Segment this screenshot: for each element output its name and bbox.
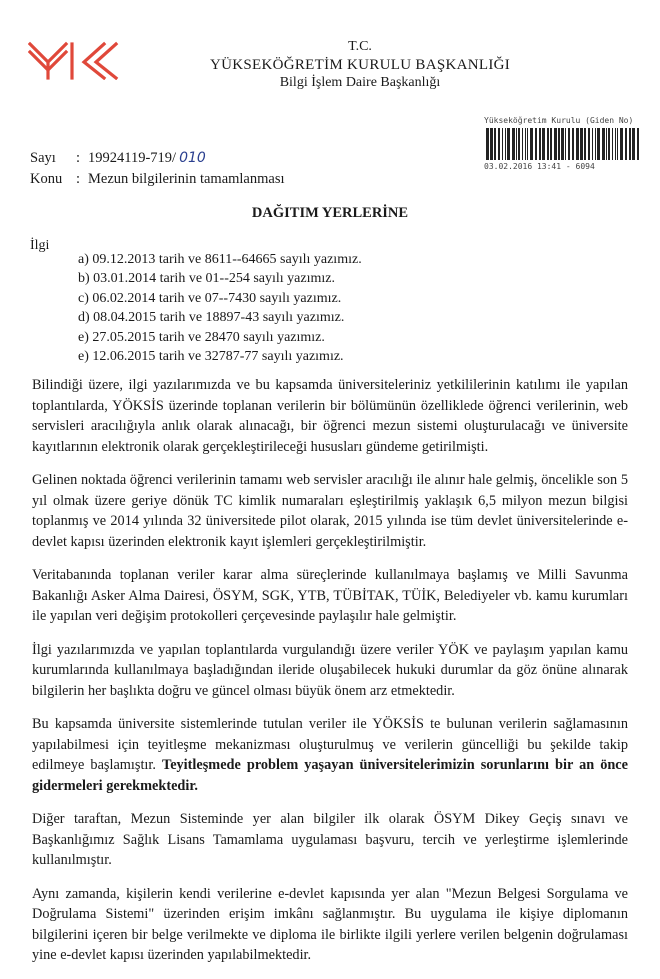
paragraph-2: Gelinen noktada öğrenci verilerinin tamamı web servisler aracılığı ile alınır hale gelmiş, öncelikle son 5 yıl olmak üzere geriye dönük TC kimlik numaraları eşleştirilmiş yaklaşık 6,5 milyon mezun bilgisi toplanmış ve 2014 yılında 32 üniversitede pilot olarak, 2015 yılında ise tüm devlet üniversitelerinde e-devlet kapısı üzerinden elektronik kayıt işlemleri gerçekleştirilmiştir. xyxy=(32,472,628,550)
barcode-bar xyxy=(527,128,528,160)
ilgi-item: a) 09.12.2013 tarih ve 8611--64665 sayılı yazımız. xyxy=(78,252,362,267)
ilgi-item: e) 27.05.2015 tarih ve 28470 sayılı yazımız. xyxy=(78,329,325,345)
ilgi-list xyxy=(78,250,362,366)
barcode-bar xyxy=(494,128,496,160)
ilgi-item: c) 06.02.2014 tarih ve 07--7430 sayılı yazımız. xyxy=(78,290,342,306)
barcode-bar xyxy=(516,128,517,160)
paragraph-7: Aynı zamanda, kişilerin kendi verilerine e-devlet kapısında yer alan "Mezun Belgesi Sorgulama ve Doğrulama Sistemi" üzerinden erişim imkânı sağlanmıştır. Bu uygulama ile kişiye diplomanın bilgilerini içeren bir belge verilmekte ve diploma ile birlikte ilgili yerlere verilen belgenin doğrulaması yine e-devlet kapısı üzerinden yapılabilmektedir. xyxy=(32,885,628,963)
barcode-bar xyxy=(561,128,564,160)
barcode-bar xyxy=(535,128,537,160)
barcode-bar xyxy=(505,128,506,160)
ilgi-item: b) 03.01.2014 tarih ve 01--254 sayılı yazımız. xyxy=(78,271,335,287)
document-meta xyxy=(30,148,285,190)
barcode xyxy=(484,128,644,160)
barcode-bar xyxy=(507,128,510,160)
barcode-bar xyxy=(597,128,600,160)
barcode-bar xyxy=(565,128,566,160)
outgoing-stamp xyxy=(484,116,660,171)
konu-separator: : xyxy=(76,171,81,187)
letter-body xyxy=(32,375,628,979)
barcode-bar xyxy=(542,128,545,160)
ilgi-section xyxy=(30,236,362,380)
barcode-bar xyxy=(512,128,515,160)
barcode-bar xyxy=(572,128,574,160)
header-tc: T.C. xyxy=(348,39,372,54)
sayi-label: Sayı xyxy=(30,150,56,166)
barcode-bar xyxy=(602,128,605,160)
barcode-bar xyxy=(617,128,618,160)
barcode-bar xyxy=(547,128,549,160)
barcode-bar xyxy=(629,128,631,160)
konu-label: Konu xyxy=(30,171,63,187)
konu-row xyxy=(30,169,285,190)
barcode-bar xyxy=(498,128,500,160)
paragraph-5-text: Bu kapsamda üniversite sistemlerinde tutulan veriler ile YÖKSİS te bulunan verilerin sağlamasının yapılabilmesi için teyitleşme mekanizması oluşturulmuş ve verilerin güncelliği bu şekilde takip edilmeye başlamıştır. xyxy=(32,716,628,773)
barcode-bar xyxy=(580,128,583,160)
barcode-bar xyxy=(620,128,623,160)
barcode-bar xyxy=(612,128,613,160)
stamp-title: Yükseköğretim Kurulu (Giden No) xyxy=(484,116,634,125)
sayi-handwritten-number: 010 xyxy=(179,150,206,166)
barcode-bar xyxy=(595,128,596,160)
barcode-bar xyxy=(525,128,526,160)
paragraph-3: Veritabanında toplanan veriler karar alma süreçlerinde kullanılmaya başlamış ve Milli Savunma Bakanlığı Asker Alma Dairesi, ÖSYM, SGK, YTB, TÜBİTAK, TÜİK, Belediyeler vb. kamu kurumları ile yapılan veri değişim protokolleri çerçevesinde paylaşılır hale gelmiştir. xyxy=(32,567,628,624)
barcode-bar xyxy=(502,128,503,160)
distribution-heading: DAĞITIM YERLERİNE xyxy=(251,205,409,221)
ilgi-item: e) 12.06.2015 tarih ve 32787-77 sayılı yazımız. xyxy=(78,349,344,365)
paragraph-4: İlgi yazılarımızda ve yapılan toplantılarda vurgulandığı üzere veriler YÖK ve paylaşım yapılan kamu kurumlarında kullanılmaya başladığından ileride oluşabilecek hukuki durumlar da göz önüne alınarak bilgilerin her başlıkta doğru ve güncel olması büyük önem arz etmektedir. xyxy=(32,641,628,699)
sayi-separator: : xyxy=(76,150,81,166)
ilgi-label: İlgi xyxy=(30,238,50,253)
yok-logo-icon xyxy=(28,40,128,80)
barcode-bar xyxy=(522,128,523,160)
barcode-bar xyxy=(576,128,579,160)
paragraph-5 xyxy=(32,714,628,796)
konu-value: Mezun bilgilerinin tamamlanması xyxy=(88,171,285,187)
barcode-bar xyxy=(554,128,557,160)
barcode-bar xyxy=(606,128,607,160)
letterhead xyxy=(175,38,545,92)
barcode-bar xyxy=(486,128,489,160)
barcode-bar xyxy=(592,128,593,160)
barcode-bar xyxy=(550,128,552,160)
paragraph-5-emphasis: Teyitleşmede problem yaşayan üniversitelerimizin sorunlarını bir an önce gidermeleri gerekmektedir. xyxy=(32,757,628,794)
barcode-bar xyxy=(625,128,627,160)
ilgi-item: d) 08.04.2015 tarih ve 18897-43 sayılı yazımız. xyxy=(78,310,345,326)
barcode-bar xyxy=(632,128,635,160)
barcode-bar xyxy=(539,128,541,160)
header-institution: YÜKSEKÖĞRETİM KURULU BAŞKANLIĞI xyxy=(209,57,511,73)
barcode-bar xyxy=(558,128,560,160)
paragraph-1: Bilindiği üzere, ilgi yazılarımızda ve bu kapsamda üniversiteleriniz yetkililerinin katılımı ile yapılan toplantılarda, YÖKSİS üzerinde toplanan verilerin bir bölümünün özelliklede öğrenci verilerinin, web servisleri aracılığıyla anlık olarak alınacağı, bir öğrenci mezun sistemi oluşturulacağı ve üniversite kayıtlarının elektronik olarak gerçekleştirileceği hususları gündeme getirilmişti. xyxy=(32,377,628,455)
barcode-bar xyxy=(637,128,639,160)
barcode-bar xyxy=(615,128,616,160)
barcode-bar xyxy=(568,128,570,160)
header-department: Bilgi İşlem Daire Başkanlığı xyxy=(279,75,441,90)
stamp-date-number: 03.02.2016 13:41 - 6094 xyxy=(484,162,595,171)
paragraph-6: Diğer taraftan, Mezun Sisteminde yer alan bilgiler ilk olarak ÖSYM Dikey Geçiş sınavı ve Başkanlığımız Sağlık Lisans Tamamlama uygulaması başvuru, tercih ve yerleştirme işlemlerinde kullanılmıştır. xyxy=(32,811,628,868)
sayi-row xyxy=(30,148,285,169)
barcode-bar xyxy=(530,128,533,160)
sayi-value: 19924119-719/ xyxy=(88,150,177,166)
barcode-bar xyxy=(518,128,520,160)
barcode-bar xyxy=(584,128,586,160)
barcode-bar xyxy=(608,128,610,160)
barcode-bar xyxy=(490,128,493,160)
barcode-bar xyxy=(588,128,590,160)
